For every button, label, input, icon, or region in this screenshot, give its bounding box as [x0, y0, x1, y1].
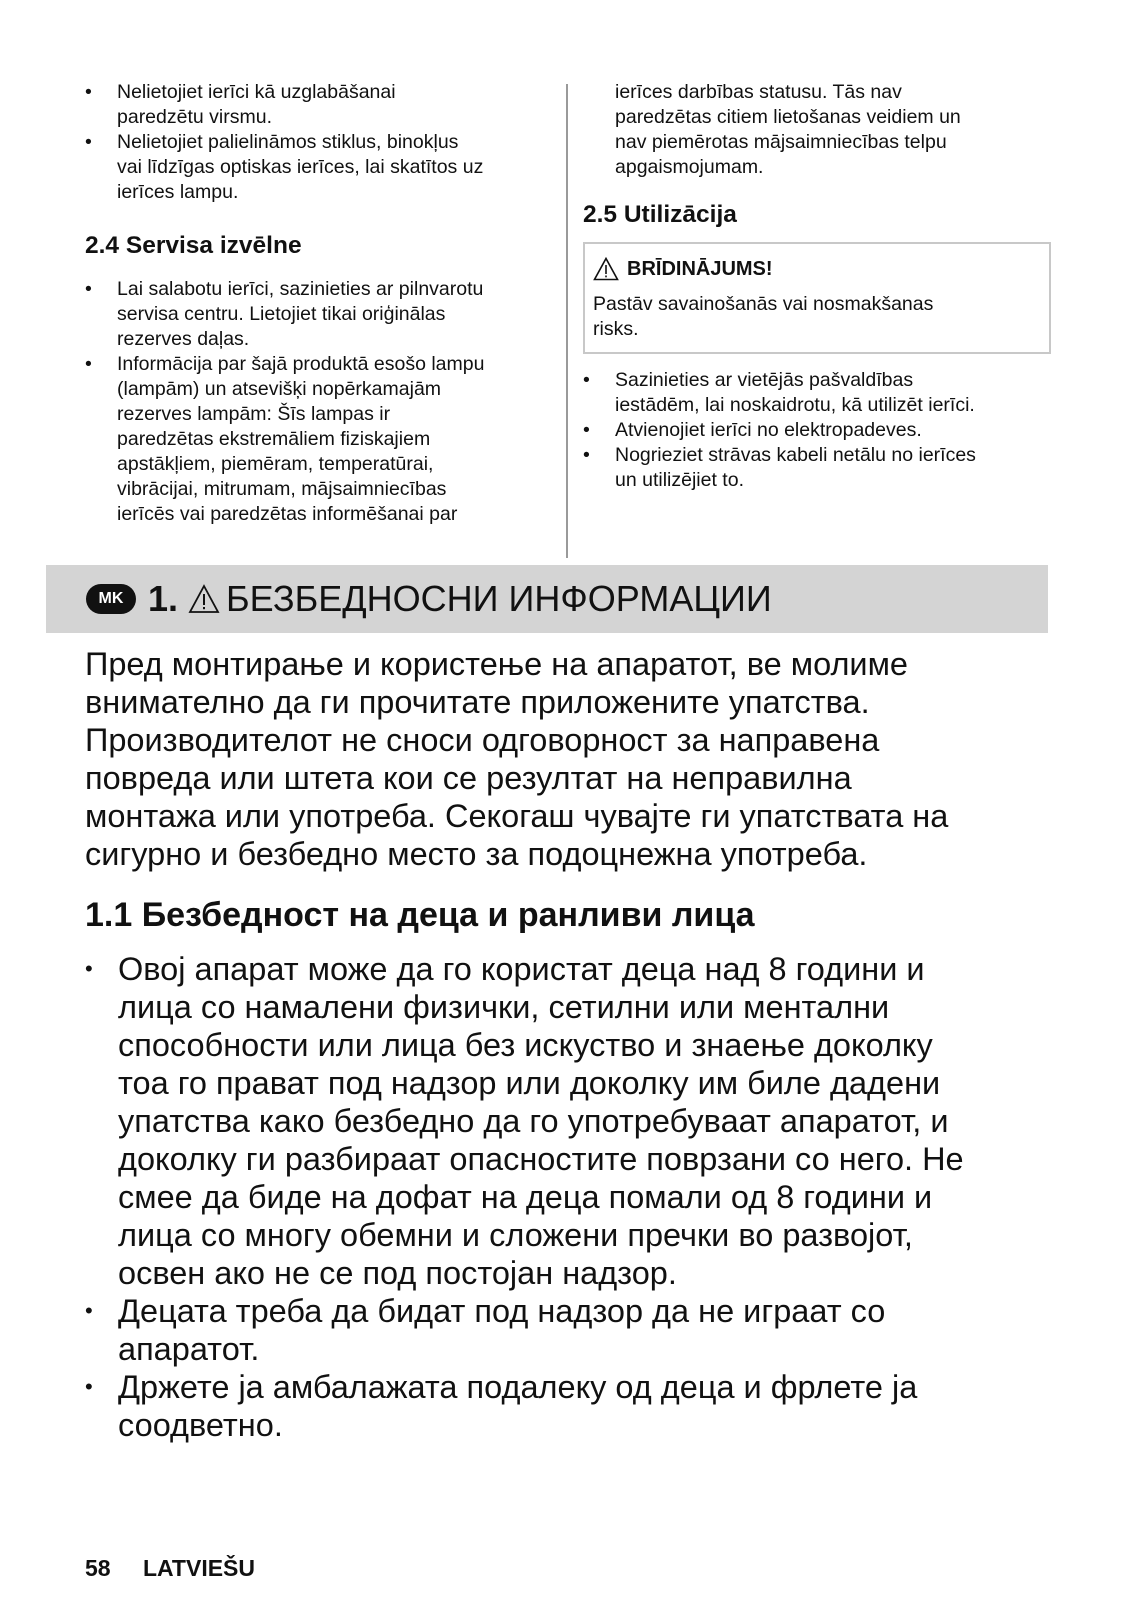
text-line: rezerves daļas. — [117, 328, 250, 350]
text-line: способности или лица без искуство и знаење доколку — [118, 1027, 933, 1063]
text-line: Пред монтирање и користење на апаратот, ве молиме — [85, 646, 908, 682]
section-2-4-heading: 2.4 Servisa izvēlne — [85, 232, 302, 259]
text-line: Nelietojiet palielināmos stiklus, binokļus — [117, 131, 459, 153]
text-line: повреда или штета кои се резултат на неправилна — [85, 760, 852, 796]
text-line: paredzētu virsmu. — [117, 106, 272, 128]
section-1-1-bullets — [85, 950, 1045, 1444]
text-line: (lampām) un atsevišķi nopērkamajām — [117, 378, 442, 400]
text-line: Nogrieziet strāvas kabeli netālu no ierīces — [615, 444, 976, 466]
page-number: 58 — [85, 1555, 111, 1581]
text-line: ierīces lampu. — [117, 181, 239, 203]
text-line: servisa centru. Lietojiet tikai oriģinālas — [117, 303, 446, 325]
list-item — [85, 950, 1045, 1292]
list-item — [85, 1292, 1045, 1368]
language-badge: MK — [86, 584, 136, 614]
text-line: сигурно и безбедно место за подоцнежна употреба. — [85, 836, 868, 872]
text-line: Sazinieties ar vietējās pašvaldības — [615, 369, 914, 391]
warning-title-row — [593, 256, 1041, 282]
text-line: vai līdzīgas optiskas ierīces, lai skatītos uz — [117, 156, 484, 178]
left-top-bullets — [85, 80, 555, 205]
warning-text — [593, 292, 1041, 342]
list-item — [583, 368, 1053, 418]
text-line: Pastāv savainošanās vai nosmakšanas — [593, 293, 934, 315]
bullet-marker: • — [583, 444, 590, 466]
text-line: Држете ја амбалажата подалеку од деца и фрлете ја — [118, 1369, 918, 1405]
text-line: vibrācijai, mitrumam, mājsaimniecības — [117, 478, 447, 500]
right-column — [583, 80, 1053, 493]
text-line: apgaismojumam. — [615, 156, 764, 178]
warning-triangle-icon — [188, 584, 220, 614]
bullet-marker: • — [85, 1374, 93, 1399]
list-item — [85, 1368, 1045, 1444]
text-line: un utilizējiet to. — [615, 469, 744, 491]
section-2-5-heading: 2.5 Utilizācija — [583, 201, 737, 228]
right-continuation — [583, 80, 1053, 180]
text-line: Производителот не сноси одговорност за направена — [85, 722, 880, 758]
bullet-marker: • — [85, 1298, 93, 1323]
text-line: апаратот. — [118, 1331, 260, 1367]
text-line: упатства како безбедно да го употребуваат апаратот, и — [118, 1103, 949, 1139]
text-line: iestādēm, lai noskaidrotu, kā utilizēt ierīci. — [615, 394, 975, 416]
section-2-5-bullets — [583, 368, 1053, 493]
warning-title: BRĪDINĀJUMS! — [627, 258, 773, 280]
bullet-marker: • — [583, 369, 590, 391]
text-line: смее да биде на дофат на деца помали од 8 години и — [118, 1179, 933, 1215]
text-line: внимателно да ги прочитате приложените упатства. — [85, 684, 870, 720]
list-item — [85, 80, 555, 130]
warning-triangle-icon — [593, 257, 619, 281]
list-item — [583, 418, 1053, 443]
intro-paragraph — [85, 645, 1045, 873]
text-line: paredzētas citiem lietošanas veidiem un — [615, 106, 961, 128]
text-line: Informācija par šajā produktā esošo lampu — [117, 353, 485, 375]
column-divider — [566, 84, 568, 558]
bullet-marker: • — [85, 131, 92, 153]
text-line: лица со намалени физички, сетилни или ментални — [118, 989, 890, 1025]
text-line: nav piemērotas mājsaimniecības telpu — [615, 131, 947, 153]
footer-language: LATVIEŠU — [142, 1555, 256, 1581]
text-line: rezerves lampām: Šīs lampas ir — [117, 403, 391, 425]
bullet-marker: • — [85, 278, 92, 300]
text-line: освен ако не се под постојан надзор. — [118, 1255, 677, 1291]
chapter-title: БЕЗБЕДНОСНИ ИНФОРМАЦИИ — [226, 578, 772, 619]
section-1-1-heading: 1.1 Безбедност на деца и ранливи лица — [85, 896, 755, 934]
list-item — [583, 443, 1053, 493]
bullet-marker: • — [583, 419, 590, 441]
list-item — [85, 277, 555, 352]
chapter-heading-band — [46, 565, 1048, 633]
list-item — [85, 130, 555, 205]
text-line: Децата треба да бидат под надзор да не играат со — [118, 1293, 886, 1329]
text-line: монтажа или употреба. Секогаш чувајте ги упатствата на — [85, 798, 949, 834]
page-footer — [85, 1555, 255, 1582]
text-line: лица со многу обемни и сложени пречки во развојот, — [118, 1217, 913, 1253]
bullet-marker: • — [85, 81, 92, 103]
section-2-4-bullets — [85, 277, 555, 527]
text-line: Lai salabotu ierīci, sazinieties ar pilnvarotu — [117, 278, 484, 300]
warning-box — [583, 242, 1051, 354]
text-line: paredzētas ekstremāliem fiziskajiem — [117, 428, 431, 450]
text-line: доколку ги разбираат опасностите поврзани со него. Не — [118, 1141, 964, 1177]
continued-list-item — [583, 80, 1053, 180]
text-line: Nelietojiet ierīci kā uzglabāšanai — [117, 81, 396, 103]
bullet-marker: • — [85, 353, 92, 375]
bullet-marker: • — [85, 956, 93, 981]
text-line: ierīcēs vai paredzētas informēšanai par — [117, 503, 458, 525]
text-line: тоа го прават под надзор или доколку им биле дадени — [118, 1065, 941, 1101]
text-line: ierīces darbības statusu. Tās nav — [615, 81, 902, 103]
chapter-number: 1. — [148, 578, 179, 619]
left-column — [85, 80, 555, 527]
text-line: risks. — [593, 318, 639, 340]
top-two-column-section — [0, 0, 1128, 560]
list-item — [85, 352, 555, 527]
text-line: соодветно. — [118, 1407, 283, 1443]
text-line: Atvienojiet ierīci no elektropadeves. — [615, 419, 922, 441]
text-line: Овој апарат може да го користат деца над 8 години и — [118, 951, 925, 987]
text-line: apstākļiem, piemēram, temperatūrai, — [117, 453, 434, 475]
